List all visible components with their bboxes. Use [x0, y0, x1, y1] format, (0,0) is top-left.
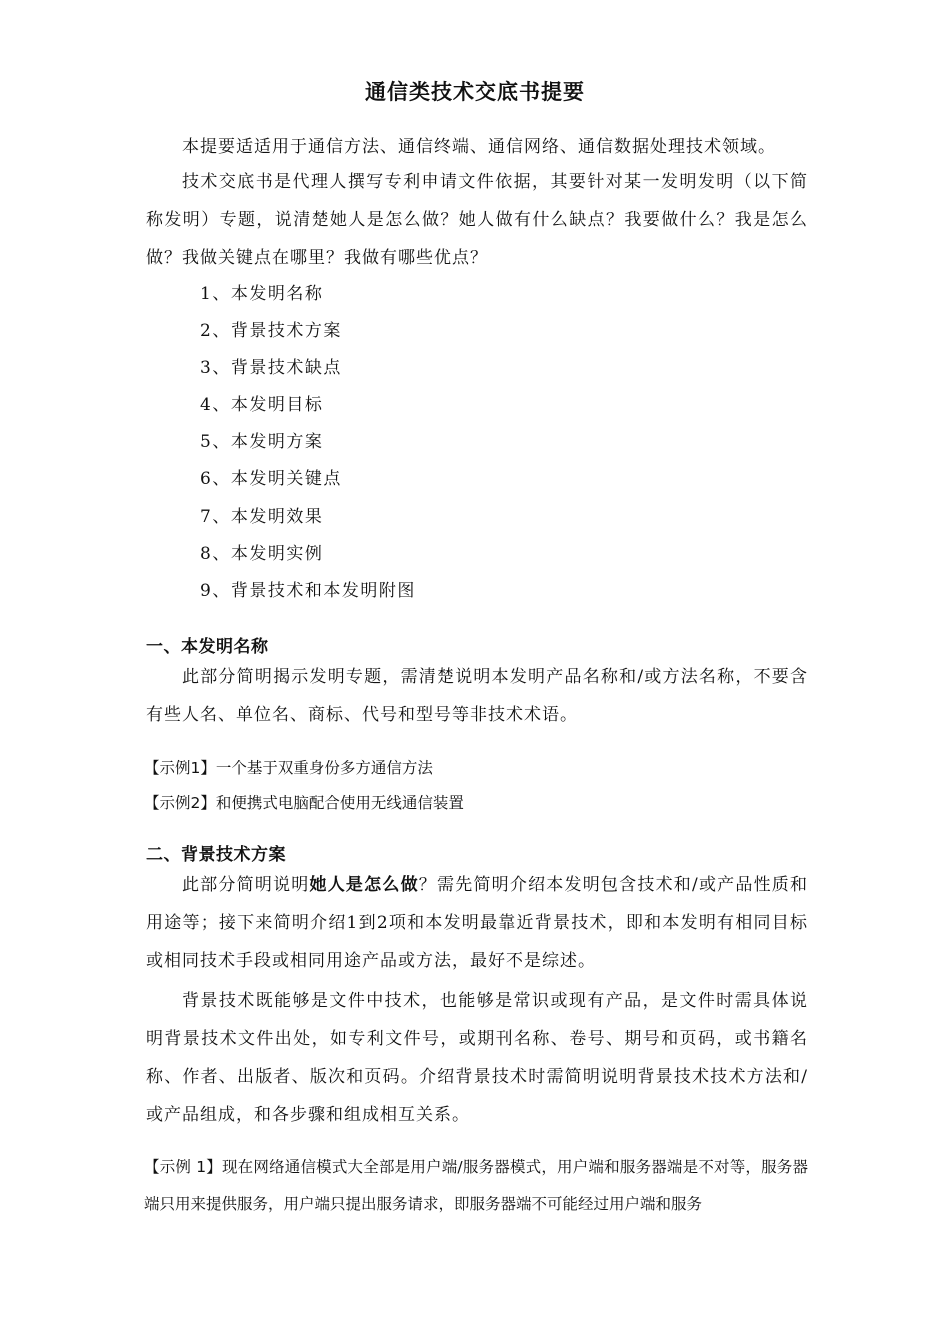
outline-item: 3、背景技术缺点: [200, 358, 342, 379]
section-2-body-2: 背景技术既能够是文件中技术，也能够是常识或现有产品，是文件时需具体说明背景技术文件出处，如专利文件号，或期刊名称、卷号、期号和页码，或书籍名称、作者、出版者、版次和页码。介绍背景技术时需简明说明背景技术技术方法和/或产品组成，和各步骤和组成相互关系。: [146, 991, 808, 1125]
outline-item: 2、背景技术方案: [200, 321, 342, 342]
section-2-heading: 二、背景技术方案: [146, 845, 286, 865]
intro-paragraph-1: 本提要适适用于通信方法、通信终端、通信网络、通信数据处理技术领域。: [182, 137, 776, 157]
outline-item: 5、本发明方案: [200, 432, 324, 453]
section-1-heading: 一、本发明名称: [146, 637, 269, 657]
section-1-example: 【示例1】一个基于双重身份多方通信方法: [144, 759, 433, 777]
section-2-body-1-rest: ？需先简明介绍本发明包含技术和/或产品性质和用途等；接下来简明介绍1到2项和本发明最靠近背景技术，即和本发明有相同目标或相同技术手段或相同用途产品或方法，最好不是综述。: [146, 875, 809, 971]
outline-item: 8、本发明实例: [200, 543, 324, 564]
document-title: 通信类技术交底书提要: [365, 80, 585, 104]
section-2-body-1-emphasis: 她人是怎么做: [309, 875, 419, 895]
outline-list: [200, 276, 416, 610]
section-2-body-1-lead: 此部分简明说明: [182, 875, 310, 895]
section-1-example: 【示例2】和便携式电脑配合使用无线通信装置: [144, 794, 464, 812]
outline-item: 1、本发明名称: [200, 284, 324, 304]
section-1-body: 此部分简明揭示发明专题，需清楚说明本发明产品名称和/或方法名称，不要含有些人名、单位名、商标、代号和型号等非技术术语。: [146, 667, 808, 725]
intro-paragraph-2: 技术交底书是代理人撰写专利申请文件依据，其要针对某一发明发明（以下简称发明）专题，说清楚她人是怎么做？她人做有什么缺点？我要做什么？我是怎么做？我做关键点在哪里？我做有哪些优点？: [146, 172, 808, 268]
outline-item: 7、本发明效果: [200, 506, 324, 527]
section-2-body-1: [146, 866, 808, 980]
outline-item: 9、背景技术和本发明附图: [200, 580, 416, 601]
outline-item: 4、本发明目标: [200, 395, 324, 416]
outline-item: 6、本发明关键点: [200, 469, 342, 490]
section-2-example-1: 【示例 1】现在网络通信模式大全部是用户端/服务器模式，用户端和服务器端是不对等，服务器端只用来提供服务，用户端只提出服务请求，即服务器端不可能经过用户端和服务: [144, 1158, 808, 1213]
